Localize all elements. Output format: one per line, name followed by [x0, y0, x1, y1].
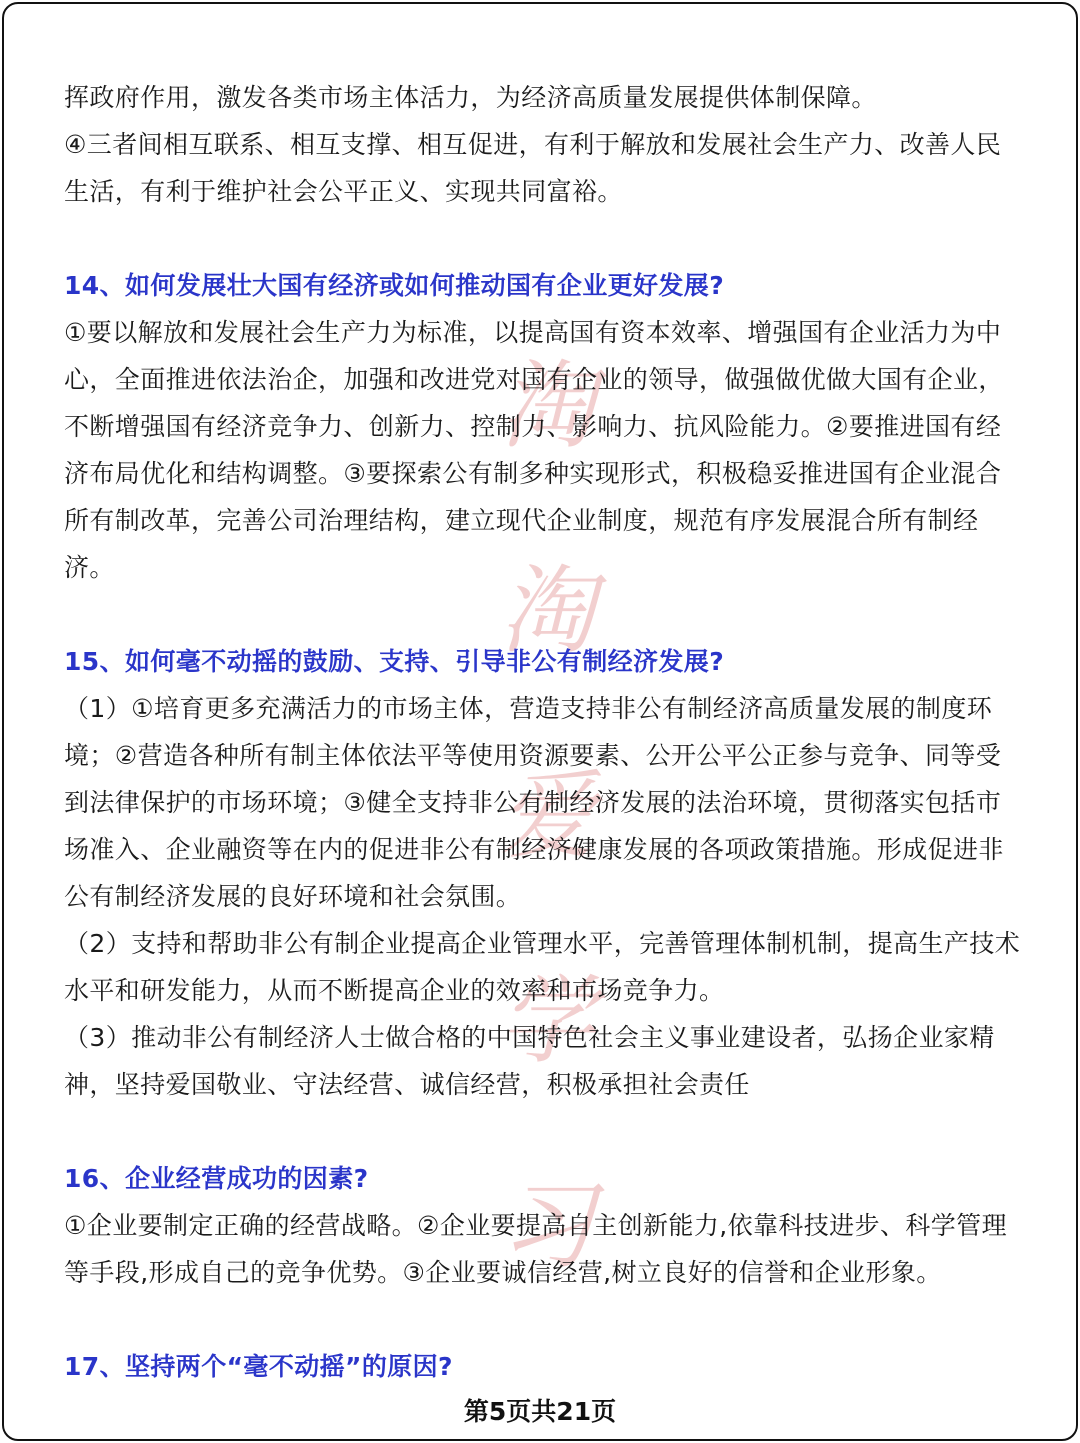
watermark-char: 习: [499, 1170, 595, 1282]
section-gap: [64, 591, 1024, 638]
question-17-title: 17、坚持两个“毫不动摇”的原因?: [64, 1352, 453, 1381]
section-gap: [64, 1296, 1024, 1343]
intro-point-4: ④三者间相互联系、相互支撑、相互促进，有利于解放和发展社会生产力、改善人民生活，有利于维护社会公平正义、实现共同富裕。: [64, 130, 1002, 206]
question-14-title: 14、如何发展壮大国有经济或如何推动国有企业更好发展?: [64, 271, 725, 300]
question-15-point-3: （3）推动非公有制经济人士做合格的中国特色社会主义事业建设者，弘扬企业家精神，坚持爱国敬业、守法经营、诚信经营，积极承担社会责任: [64, 1023, 995, 1099]
section-gap: [64, 215, 1024, 262]
intro-continued-line: 挥政府作用，激发各类市场主体活力，为经济高质量发展提供体制保障。: [64, 83, 877, 112]
watermark-char: 爱: [499, 760, 595, 872]
question-16-answer: ①企业要制定正确的经营战略。②企业要提高自主创新能力,依靠科技进步、科学管理等手段,形成自己的竞争优势。③企业要诚信经营,树立良好的信誉和企业形象。: [64, 1211, 1007, 1287]
question-14-answer: ①要以解放和发展社会生产力为标准，以提高国有资本效率、增强国有企业活力为中心，全面推进依法治企，加强和改进党对国有企业的领导，做强做优做大国有企业，不断增强国有经济竞争力、创新力、控制力、影响力、抗风险能力。②要推进国有经济布局优化和结构调整。③要探索公有制多种实现形式，积极稳妥推进国有企业混合所有制改革，完善公司治理结构，建立现代企业制度，规范有序发展混合所有制经济。: [64, 318, 1004, 582]
question-15-point-1: （1）①培育更多充满活力的市场主体，营造支持非公有制经济高质量发展的制度环境；②营造各种所有制主体依法平等使用资源要素、公开公平公正参与竞争、同等受到法律保护的市场环境；③健全支持非公有制经济发展的法治环境，贯彻落实包括市场准入、企业融资等在内的促进非公有制经济健康发展的各项政策措施。形成促进非公有制经济发展的良好环境和社会氛围。: [64, 694, 1004, 911]
question-16-title: 16、企业经营成功的因素?: [64, 1164, 369, 1193]
watermark-char: 淘: [499, 555, 595, 667]
document-body: [64, 74, 1024, 1390]
question-15-title: 15、如何毫不动摇的鼓励、支持、引导非公有制经济发展?: [64, 647, 725, 676]
question-15-point-2: （2）支持和帮助非公有制企业提高企业管理水平，完善管理体制机制，提高生产技术水平和研发能力，从而不断提高企业的效率和市场竞争力。: [64, 929, 1021, 1005]
watermark-char: 学: [499, 965, 595, 1077]
page-number: 第5页共21页: [463, 1397, 617, 1426]
section-gap: [64, 1108, 1024, 1155]
watermark-char: 淘: [499, 350, 595, 462]
page-frame: [2, 2, 1078, 1441]
